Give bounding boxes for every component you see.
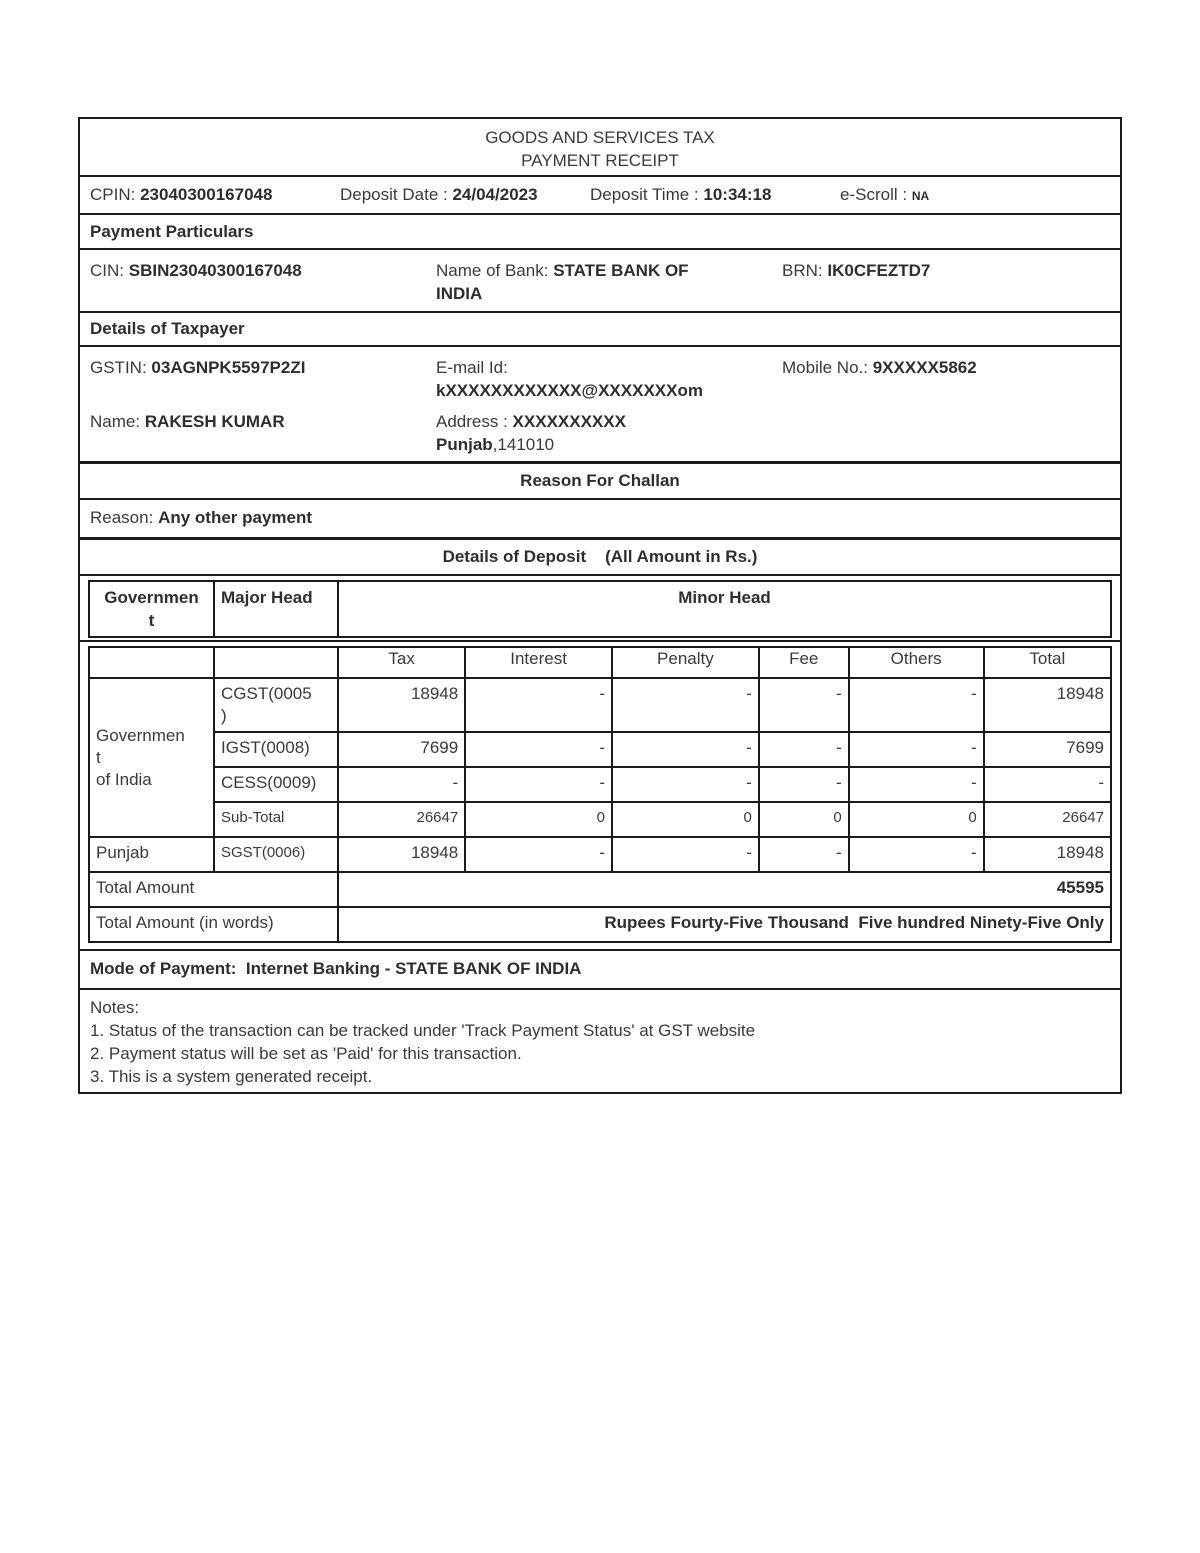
- total-words-label: Total Amount (in words): [89, 907, 338, 942]
- total-amount-value: 45595: [338, 872, 1111, 907]
- cpin-row: [80, 177, 1120, 215]
- minor-head-header: Minor Head: [338, 581, 1111, 637]
- deposit-date: Deposit Date : 24/04/2023: [340, 185, 538, 204]
- gov-india-cell: Governmen t of India: [89, 678, 214, 837]
- table-row: CESS(0009) - - - - - -: [89, 767, 1111, 802]
- deposit-table-wrap: [80, 642, 1120, 951]
- col-total: Total: [984, 647, 1111, 678]
- major-head-cgst: CGST(0005 ): [214, 678, 338, 732]
- col-others: Others: [849, 647, 984, 678]
- reason-heading: Reason For Challan: [80, 464, 1120, 500]
- deposit-head-table: [88, 580, 1112, 638]
- gstin: GSTIN: 03AGNPK5597P2ZI: [90, 358, 306, 377]
- bank-name: Name of Bank: STATE BANK OF INDIA: [436, 261, 689, 303]
- major-head-sgst: SGST(0006): [214, 837, 338, 872]
- total-amount-row: [89, 872, 1111, 907]
- deposit-head-table-wrap: [80, 576, 1120, 642]
- taxpayer-row: [80, 347, 1120, 464]
- reason-label: Reason:: [90, 508, 154, 527]
- mobile: Mobile No.: 9XXXXX5862: [782, 358, 977, 377]
- address: Address : XXXXXXXXXX Punjab,141010: [436, 412, 626, 454]
- table-row: Punjab SGST(0006) 18948 - - - - 18948: [89, 837, 1111, 872]
- taxpayer-heading: Details of Taxpayer: [80, 313, 1120, 347]
- reason-value: Any other payment: [158, 508, 313, 527]
- mode-of-payment-row: [80, 951, 1120, 990]
- gov-column-header: Governmen t: [89, 581, 214, 637]
- note-item: 3. This is a system generated receipt.: [90, 1067, 373, 1086]
- receipt-title: [80, 119, 1120, 177]
- brn: BRN: IK0CFEZTD7: [782, 261, 931, 280]
- e-scroll: e-Scroll : NA: [840, 185, 930, 204]
- mode-value: Internet Banking - STATE BANK OF INDIA: [245, 959, 582, 978]
- notes: [80, 990, 1120, 1092]
- payment-receipt: [78, 117, 1122, 1094]
- cin: CIN: SBIN23040300167048: [90, 261, 302, 280]
- total-amount-label: Total Amount: [89, 872, 338, 907]
- major-head-cess: CESS(0009): [214, 767, 338, 802]
- cpin: CPIN: 23040300167048: [90, 185, 273, 204]
- mode-label: Mode of Payment:: [90, 959, 237, 978]
- title-line-1: GOODS AND SERVICES TAX: [485, 128, 715, 147]
- reason-row: [80, 500, 1120, 540]
- table-row: Governmen t of India CGST(0005 ) 18948 - - - - 18948: [89, 678, 1111, 732]
- note-item: 1. Status of the transaction can be tracked under 'Track Payment Status' at GST website: [90, 1021, 756, 1040]
- major-head-igst: IGST(0008): [214, 732, 338, 767]
- punjab-label: Punjab: [89, 837, 214, 872]
- deposit-table: [88, 646, 1112, 943]
- col-penalty: Penalty: [612, 647, 759, 678]
- table-row: Sub-Total 26647 0 0 0 0 26647: [89, 802, 1111, 837]
- major-head-header: Major Head: [214, 581, 338, 637]
- col-fee: Fee: [759, 647, 849, 678]
- total-words-row: [89, 907, 1111, 942]
- notes-heading: Notes:: [90, 998, 140, 1017]
- deposit-time: Deposit Time : 10:34:18: [590, 185, 772, 204]
- payment-particulars-row: [80, 250, 1120, 313]
- payment-particulars-heading: Payment Particulars: [80, 215, 1120, 250]
- col-interest: Interest: [465, 647, 612, 678]
- note-item: 2. Payment status will be set as 'Paid' for this transaction.: [90, 1044, 522, 1063]
- email: E-mail Id: kXXXXXXXXXXXX@XXXXXXXom: [436, 358, 703, 400]
- sub-total-label: Sub-Total: [214, 802, 338, 837]
- taxpayer-name: Name: RAKESH KUMAR: [90, 412, 285, 431]
- col-tax: Tax: [338, 647, 465, 678]
- table-row: IGST(0008) 7699 - - - - 7699: [89, 732, 1111, 767]
- deposit-heading: Details of Deposit (All Amount in Rs.): [80, 540, 1120, 576]
- total-words-value: Rupees Fourty-Five Thousand Five hundred Ninety-Five Only: [338, 907, 1111, 942]
- title-line-2: PAYMENT RECEIPT: [521, 151, 679, 170]
